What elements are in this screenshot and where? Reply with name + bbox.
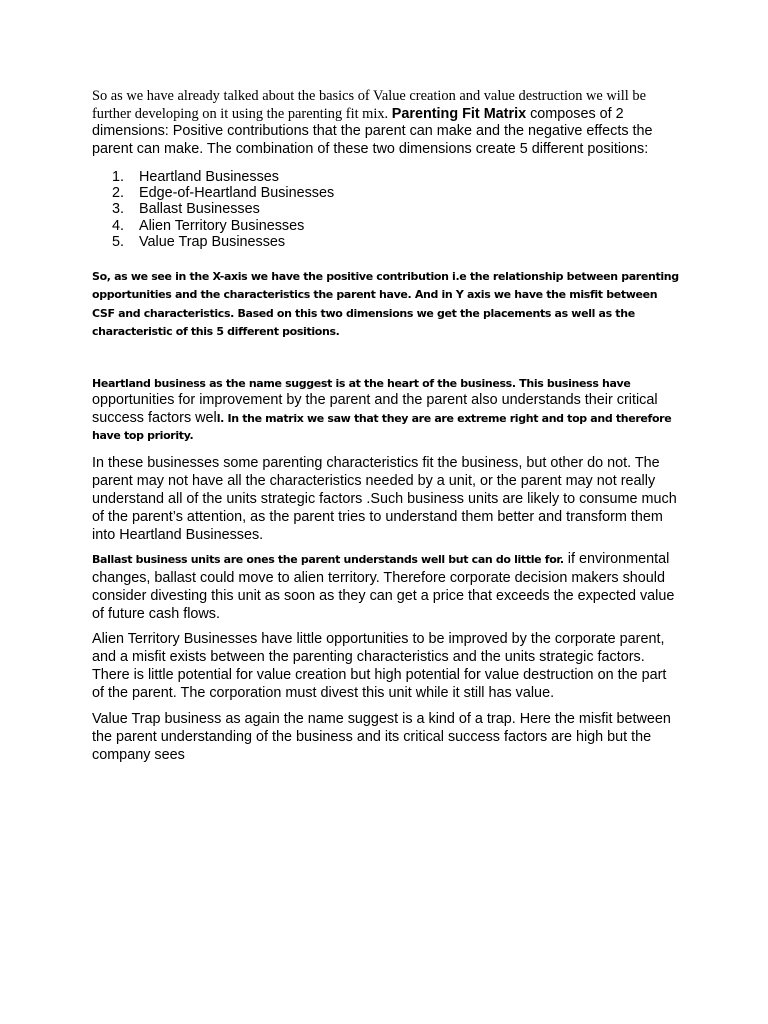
list-number: 2. — [112, 185, 125, 202]
list-label: Alien Territory Businesses — [139, 217, 305, 234]
list-label: Ballast Businesses — [139, 201, 260, 218]
intro-paragraph — [92, 88, 682, 158]
list-item — [112, 234, 334, 250]
list-label: Heartland Businesses — [139, 169, 279, 185]
list-item — [112, 218, 334, 234]
value-trap-paragraph: Value Trap business as again the name suggest is a kind of a trap. Here the misfit between the parent understanding of the business and its critical success factors are high but the company sees — [92, 711, 671, 763]
axes-paragraph: So, as we see in the X-axis we have the positive contribution i.e the relationship between parenting opportunities and the characteristics the parent have. And in Y axis we have the misfit between CSF and characteristics. Based on this two dimensions we get the placements as well as the characteristic of this 5 different positions. — [92, 270, 679, 338]
list-number: 3. — [112, 201, 125, 218]
edge-of-heartland-paragraph: In these businesses some parenting characteristics fit the business, but other do not. The parent may not have all the characteristics needed by a unit, or the parent may not really understand all of the units strategic factors .Such business units are likely to consume much of the parent’s attention, as the parent tries to understand them better and transform them into Heartland Businesses. — [92, 455, 677, 543]
heartland-tail: l. In the matrix we saw that they are are extreme right and top and therefore have top priority. — [92, 411, 672, 442]
list-number: 1. — [112, 169, 125, 185]
parenting-fit-matrix-term: Parenting Fit Matrix — [391, 105, 527, 122]
list-item — [112, 169, 334, 185]
heartland-paragraph — [92, 375, 682, 444]
list-item — [112, 201, 334, 217]
list-label: Value Trap Businesses — [139, 233, 286, 250]
ballast-body: if environmental changes, ballast could move to alien territory. Therefore corporate decision makers should consider divesting this unit as soon as they can get a price that exceeds the expected value of future cash flows. — [92, 551, 675, 622]
ballast-paragraph — [92, 550, 682, 623]
intro-tail: composes of 2 dimensions: Positive contributions that the parent can make and the negative effects the parent can make. The combination of these two dimensions create 5 different positions: — [92, 105, 653, 157]
list-number: 5. — [112, 233, 125, 250]
alien-territory-paragraph: Alien Territory Businesses have little opportunities to be improved by the corporate parent, and a misfit exists between the parenting characteristics and the units strategic factors. There is little potential for value creation but high potential for value destruction on the part of the parent. The corporation must divest this unit while it still has value. — [92, 631, 667, 701]
list-label: Edge-of-Heartland Businesses — [139, 185, 335, 202]
intro-text: So as we have already talked about the basics of Value creation and value destruction we will be further developing on it using the parenting fit mix. — [92, 88, 646, 122]
heartland-body: opportunities for improvement by the parent and the parent also understands their critical success factors wel — [92, 392, 658, 426]
list-number: 4. — [112, 217, 125, 234]
positions-list — [112, 169, 334, 250]
list-item — [112, 185, 334, 201]
ballast-lead: Ballast business units are ones the parent understands well but can do little for. — [92, 553, 564, 566]
heartland-lead: Heartland business as the name suggest is at the heart of the business. This business have — [92, 377, 631, 390]
